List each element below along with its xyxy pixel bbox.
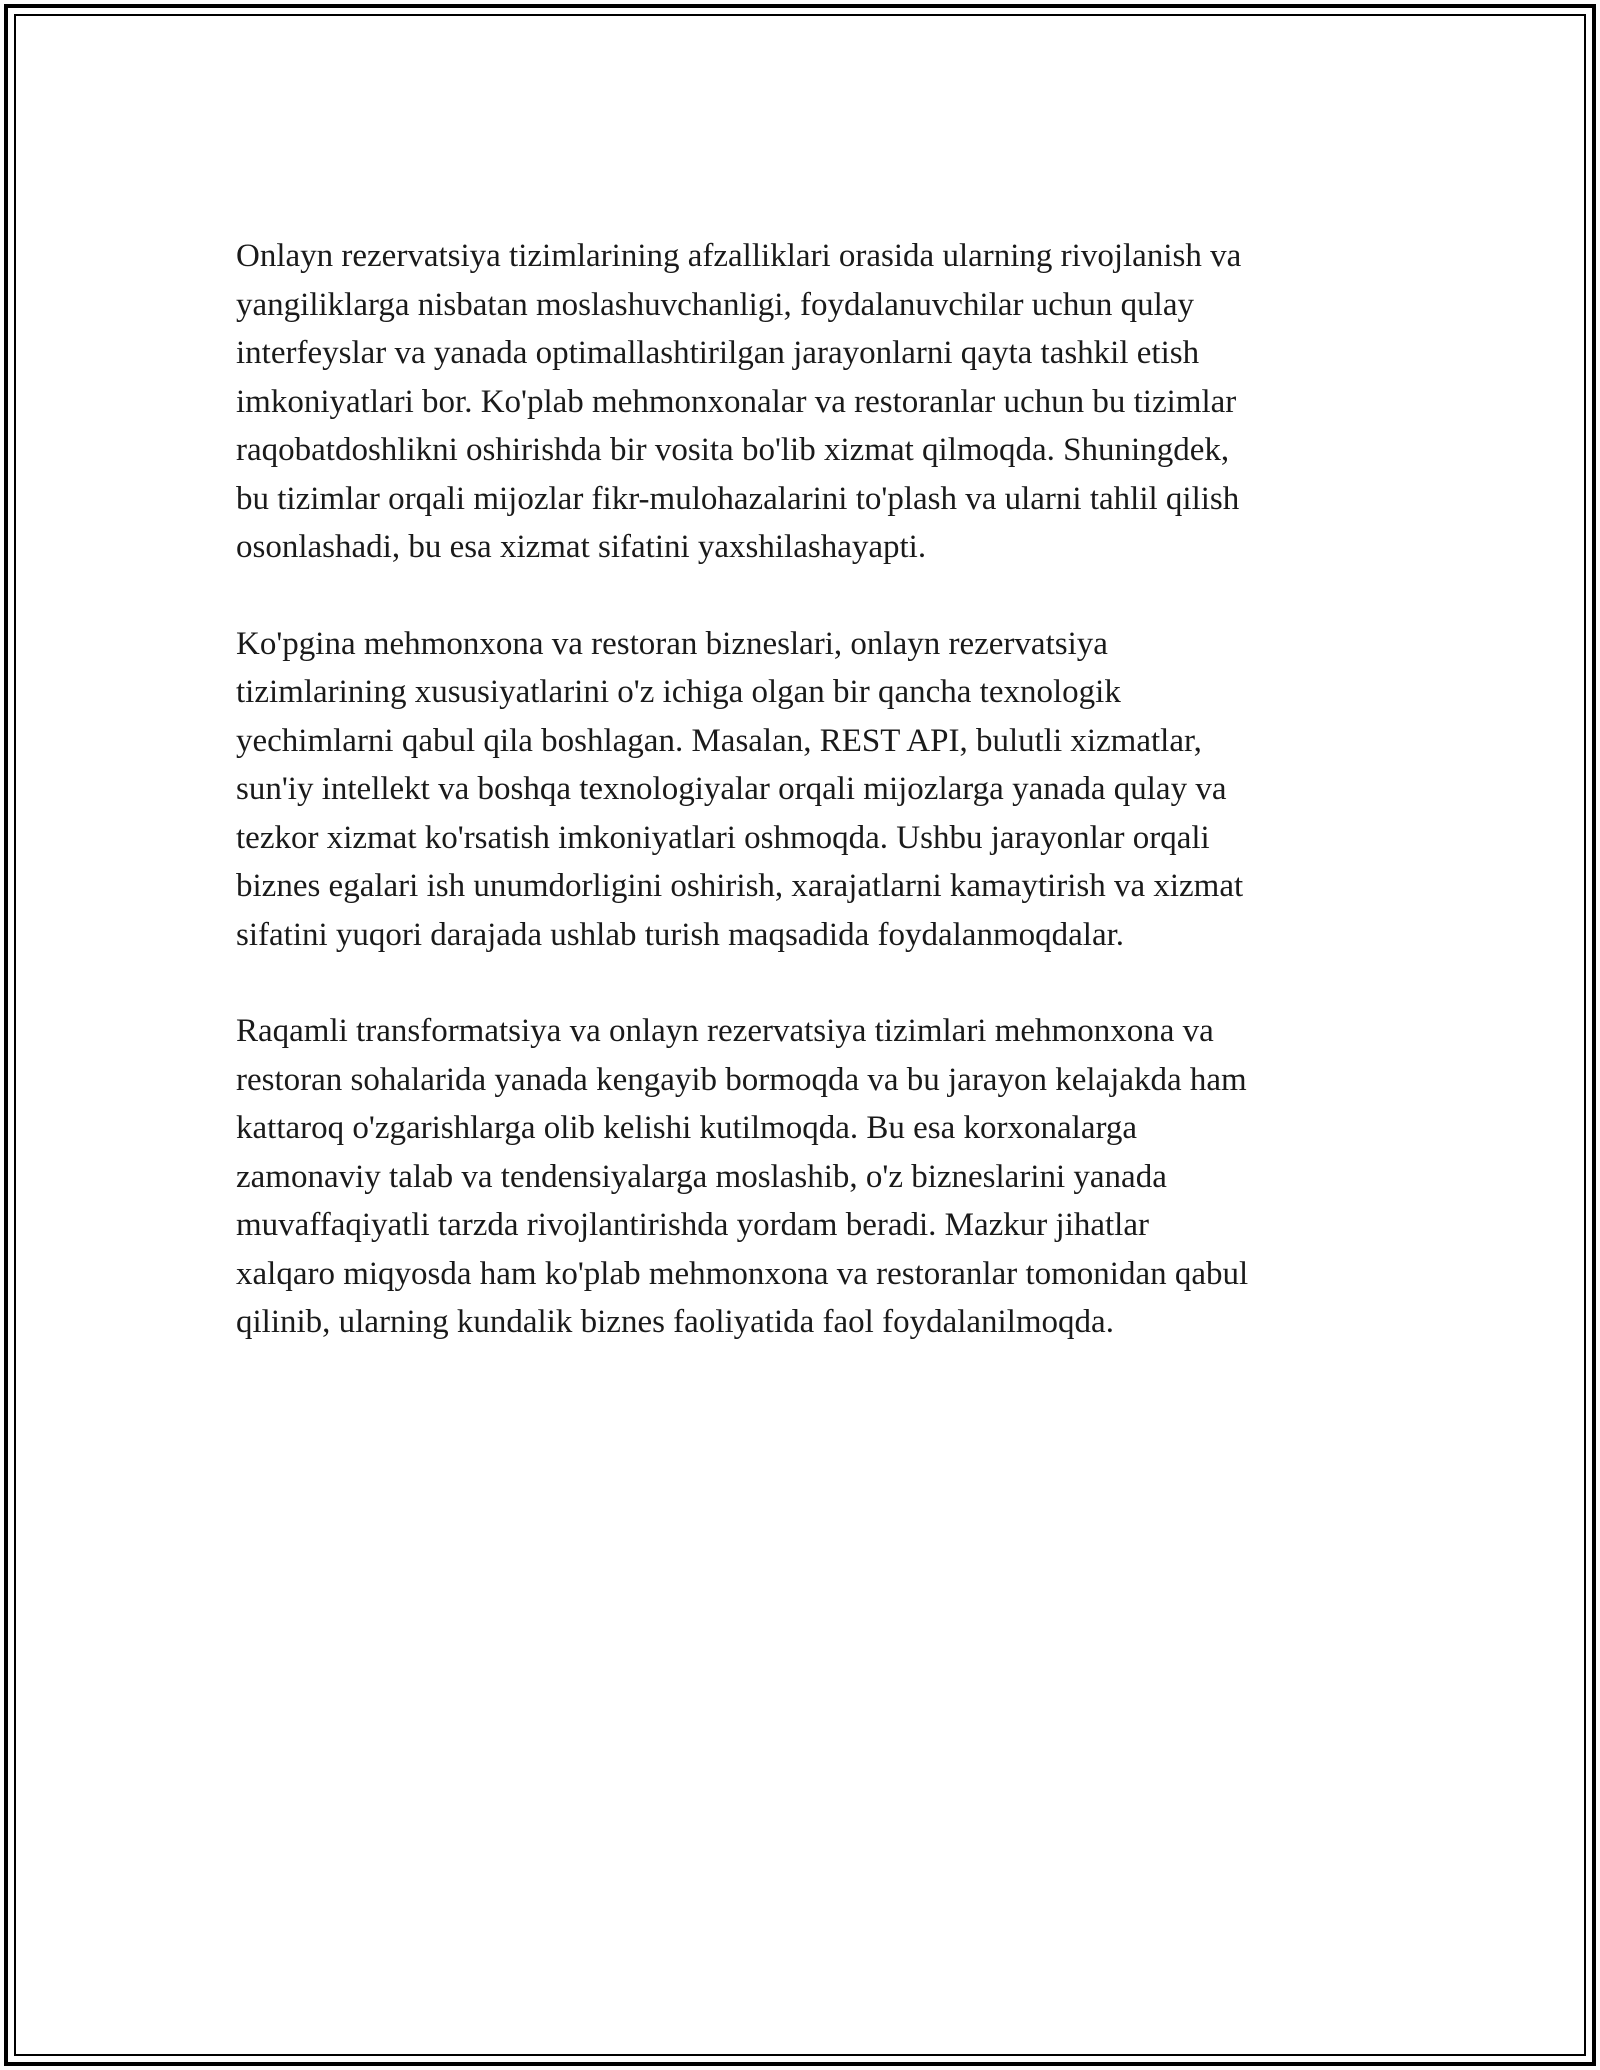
paragraph-2: Ko'pgina mehmonxona va restoran bizneslari, onlayn rezervatsiya tizimlarining xususiyatlarini o'z ichiga olgan bir qancha texnologik yechimlarni qabul qila boshlagan. Masalan, REST API, bulutli xizmatlar, sun'iy intellekt va boshqa texnologiyalar orqali mijozlarga yanada qulay va tezkor xizmat ko'rsatish imkoniyatlari oshmoqda. Ushbu jarayonlar orqali biznes egalari ish unumdorligini oshirish, xarajatlarni kamaytirish va xizmat sifatini yuqori darajada ushlab turish maqsadida foydalanmoqdalar. (236, 625, 1244, 953)
paragraph-1: Onlayn rezervatsiya tizimlarining afzalliklari orasida ularning rivojlanish va yangiliklarga nisbatan moslashuvchanligi, foydalanuvchilar uchun qulay interfeyslar va yanada optimallashtirilgan jarayonlarni qayta tashkil etish imkoniyatlari bor. Ko'plab mehmonxonalar va restoranlar uchun bu tizimlar raqobatdoshlikni oshirishda bir vosita bo'lib xizmat qilmoqda. Shuningdek, bu tizimlar orqali mijozlar fikr-mulohazalarini to'plash va ularni tahlil qilish osonlashadi, bu esa xizmat sifatini yaxshilashayapti. (236, 238, 1242, 565)
paragraph-3: Raqamli transformatsiya va onlayn rezervatsiya tizimlari mehmonxona va restoran sohalarida yanada kengayib bormoqda va bu jarayon kelajakda ham kattaroq o'zgarishlarga olib kelishi kutilmoqda. Bu esa korxonalarga zamonaviy talab va tendensiyalarga moslashib, o'z bizneslarini yanada muvaffaqiyatli tarzda rivojlantirishda yordam beradi. Mazkur jihatlar xalqaro miqyosda ham ko'plab mehmonxona va restoranlar tomonidan qabul qilinib, ularning kundalik biznes faoliyatida faol foydalanilmoqda. (236, 1013, 1249, 1340)
document-body (236, 232, 1376, 1395)
